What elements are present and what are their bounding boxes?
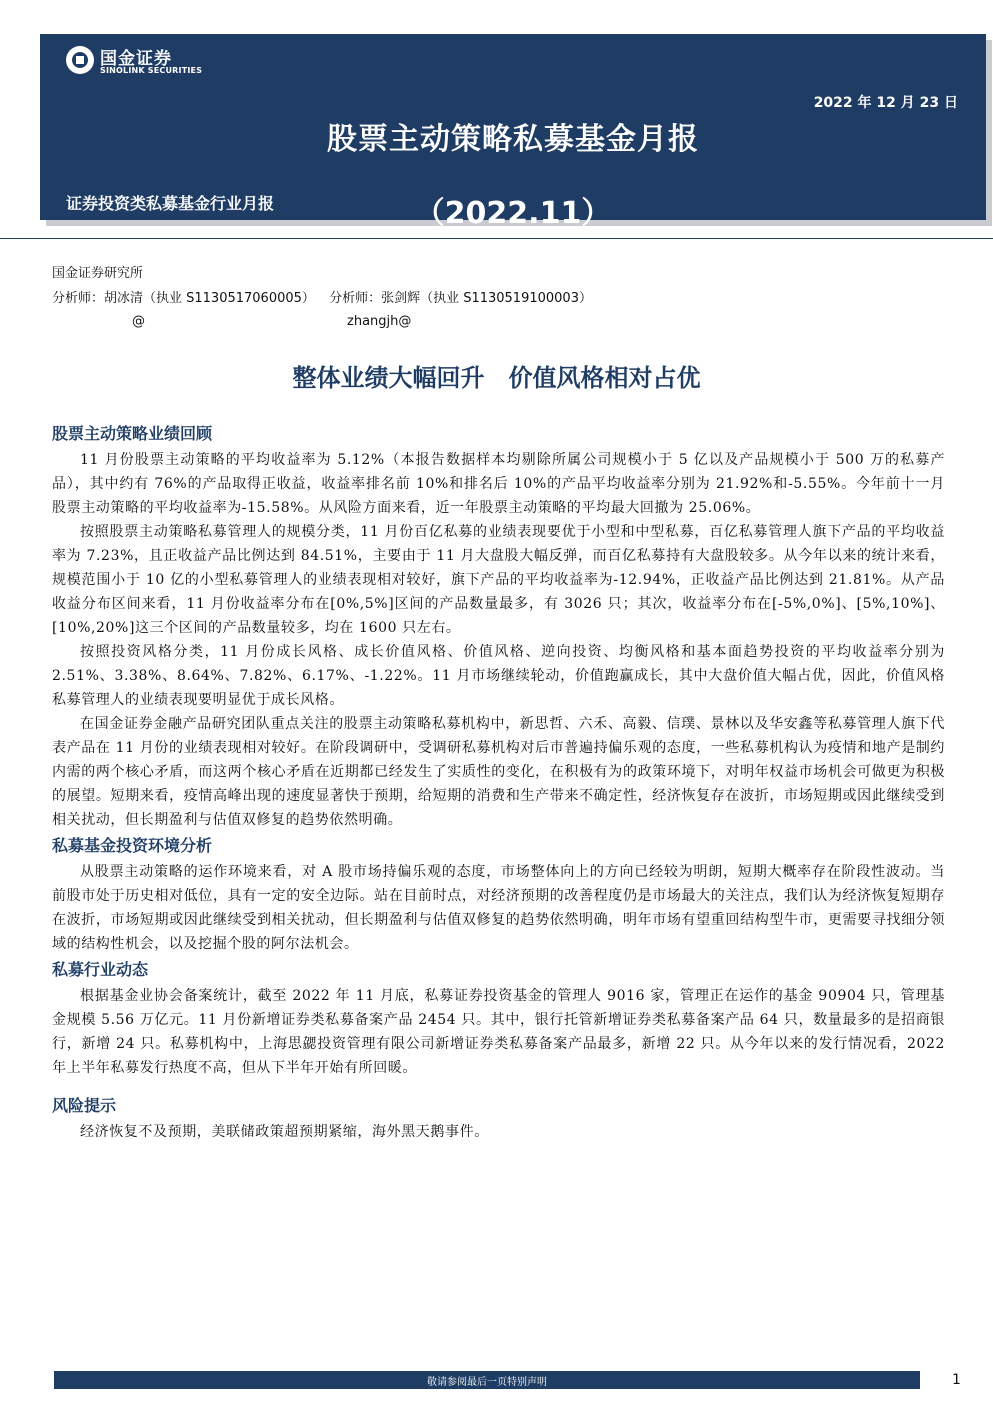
- report-period: （2022.11）: [414, 196, 612, 231]
- paragraph: 11 月份股票主动策略的平均收益率为 5.12%（本报告数据样本均剔除所属公司规模小于 5 亿以及产品规模小于 500 万的私募产品），其中约有 76%的产品取得正收益，收益率排名前 10%和排名后 10%的产品平均收益率分别为 21.92%和-5.55%。今年前十一月股票主动策略的平均收益率为-15.58%。从风险方面来看，近一年股票主动策略的平均最大回撤为 25.06%。: [52, 452, 945, 516]
- page-number: 1: [952, 1372, 961, 1388]
- analyst-1: 分析师：胡冰清（执业 S1130517060005）: [52, 291, 315, 306]
- section-heading-industry: 私募行业动态: [52, 960, 149, 979]
- analyst-1-email: @: [132, 314, 145, 329]
- logo-english-name: SINOLINK SECURITIES: [100, 66, 203, 75]
- footer-notice: 敬请参阅最后一页特别声明: [427, 1377, 547, 1388]
- analyst-2: 分析师：张剑辉（执业 S1130519100003）: [329, 291, 592, 306]
- section-spacer: [52, 1080, 945, 1092]
- logo-mark-icon: [66, 46, 94, 74]
- research-institute: 国金证券研究所: [52, 266, 144, 281]
- section-heading-review: 股票主动策略业绩回顾: [52, 424, 213, 443]
- report-category: 证券投资类私募基金行业月报: [66, 194, 275, 213]
- footer-bar: [54, 1371, 920, 1389]
- paragraph: 按照股票主动策略私募管理人的规模分类，11 月份百亿私募的业绩表现要优于小型和中型私募，百亿私募管理人旗下产品的平均收益率为 7.23%，且正收益产品比例达到 84.51%，主要由于 11 月大盘股大幅反弹，而百亿私募持有大盘股较多。从今年以来的统计来看，规模范围小于 10 亿的小型私募管理人的业绩表现相对较好，旗下产品的平均收益率为-12.94%，正收益产品比例达到 21.81%。从产品收益分布区间来看，11 月份收益率分布在[0%,5%]区间的产品数量最多，有 3026 只；其次，收益率分布在[-5%,0%]、[5%,10%]、[10%,20%]这三个区间的产品数量较多，均在 1600 只左右。: [52, 524, 945, 636]
- logo-chinese-name: 国金证券: [100, 49, 172, 69]
- report-body: [52, 420, 945, 1144]
- paragraph: 按照投资风格分类，11 月份成长风格、成长价值风格、价值风格、逆向投资、均衡风格和基本面趋势投资的平均收益率分别为 2.51%、3.38%、8.64%、7.82%、6.17%、-1.22%。11 月市场继续轮动，价值跑赢成长，其中大盘价值大幅占优，因此，价值风格私募管理人的业绩表现要明显优于成长风格。: [52, 644, 945, 708]
- section-heading-risk: 风险提示: [52, 1096, 117, 1115]
- paragraph: 经济恢复不及预期，美联储政策超预期紧缩，海外黑天鹅事件。: [80, 1124, 489, 1140]
- paragraph: 根据基金业协会备案统计，截至 2022 年 11 月底，私募证券投资基金的管理人 9016 家，管理正在运作的基金 90904 只，管理基金规模 5.56 万亿元。11 月份新增证券类私募备案产品 2454 只。其中，银行托管新增证券类私募备案产品 64 只，数量最多的是招商银行，新增 24 只。私募机构中，上海思勰投资管理有限公司新增证券类私募备案产品最多，新增 22 只。从今年以来的发行情况看，2022 年上半年私募发行热度不高，但从下半年开始有所回暖。: [52, 988, 945, 1076]
- report-date: 2022 年 12 月 23 日: [813, 95, 958, 111]
- report-title: 股票主动策略私募基金月报: [327, 122, 699, 157]
- header-divider: [0, 238, 993, 239]
- analyst-line: [52, 287, 592, 306]
- company-logo: [66, 44, 216, 80]
- analyst-2-email: zhangjh@: [347, 314, 412, 329]
- section-heading-environment: 私募基金投资环境分析: [52, 836, 213, 855]
- paragraph: 在国金证券金融产品研究团队重点关注的股票主动策略私募机构中，新思哲、六禾、高毅、信璞、景林以及华安鑫等私募管理人旗下代表产品在 11 月份的业绩表现相对较好。在阶段调研中，受调研私募机构对后市普遍持偏乐观的态度，一些私募机构认为疫情和地产是制约内需的两个核心矛盾，而这两个核心矛盾在近期都已经发生了实质性的变化，在积极有为的政策环境下，对明年权益市场机会可做更为积极的展望。短期来看，疫情高峰出现的速度显著快于预期，给短期的消费和生产带来不确定性，经济恢复存在波折，市场短期或因此继续受到相关扰动，但长期盈利与估值双修复的趋势依然明确。: [52, 716, 945, 828]
- paragraph: 从股票主动策略的运作环境来看，对 A 股市场持偏乐观的态度，市场整体向上的方向已经较为明朗，短期大概率存在阶段性波动。当前股市处于历史相对低位，具有一定的安全边际。站在目前时点，对经济预期的改善程度仍是市场最大的关注点，我们认为经济恢复短期存在波折，市场短期或因此继续受到相关扰动，但长期盈利与估值双修复的趋势依然明确，明年市场有望重回结构型牛市，更需要寻找细分领域的结构性机会，以及挖掘个股的阿尔法机会。: [52, 864, 945, 952]
- report-headline: 整体业绩大幅回升 价值风格相对占优: [292, 364, 701, 392]
